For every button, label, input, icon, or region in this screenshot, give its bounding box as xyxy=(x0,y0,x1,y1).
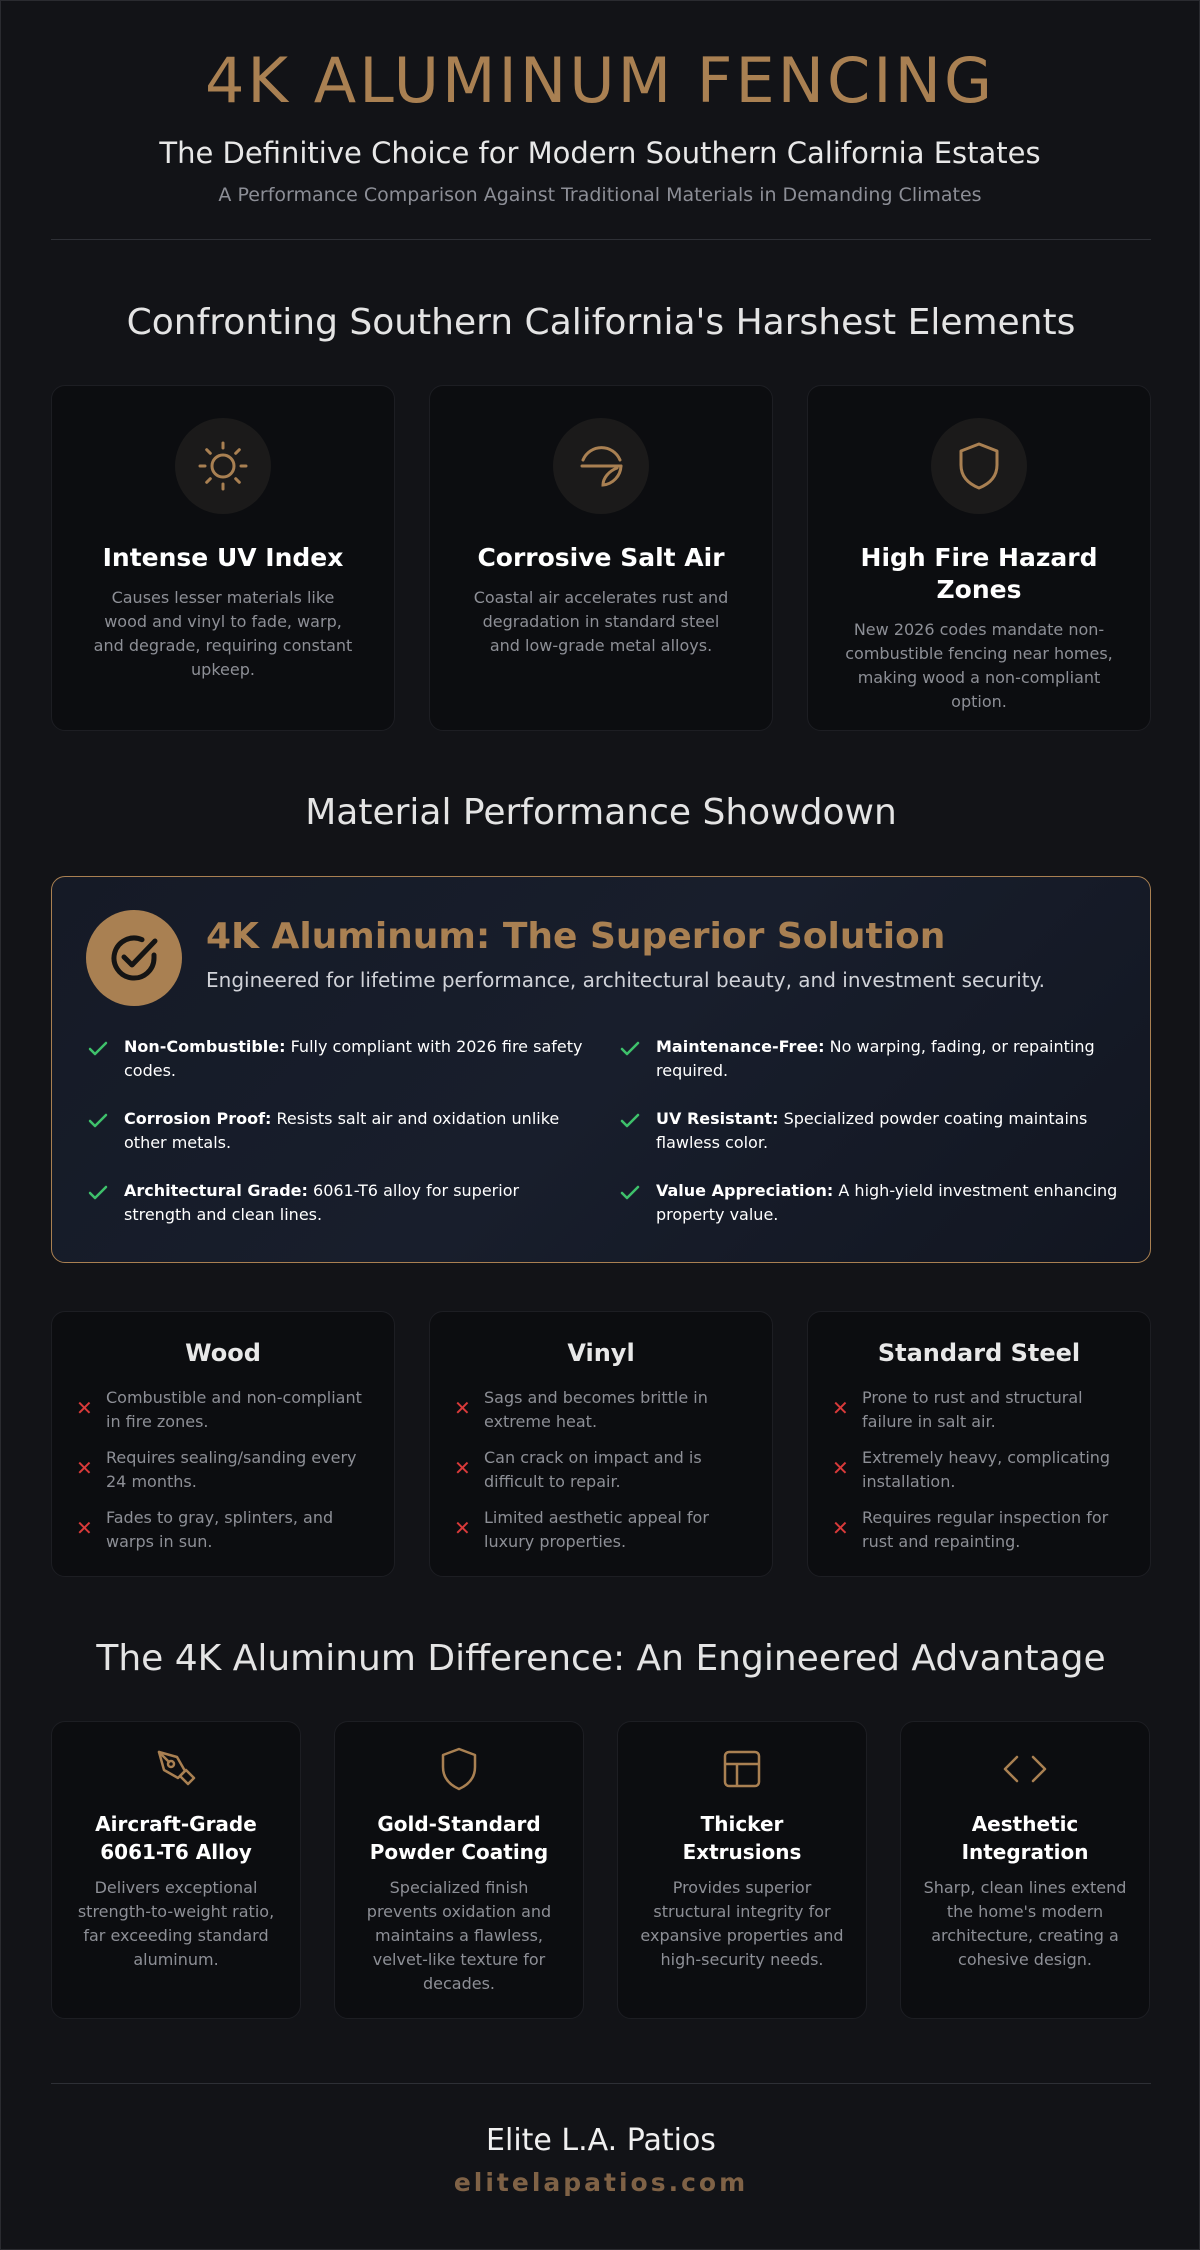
layout-icon xyxy=(720,1747,764,1791)
list-item: ✕ Requires sealing/sanding every 24 months. xyxy=(76,1446,374,1494)
cross-icon: ✕ xyxy=(832,1396,849,1420)
cons-list xyxy=(52,1386,394,1554)
code-brackets-icon xyxy=(1001,1749,1049,1789)
feature-text: Fully compliant with 2026 fire safety codes. xyxy=(124,1037,583,1080)
list-item: ✕ Extremely heavy, complicating installation. xyxy=(832,1446,1130,1494)
feature-text: Specialized powder coating maintains flawless color. xyxy=(656,1109,1088,1152)
cross-icon: ✕ xyxy=(454,1396,471,1420)
feature-text: Resists salt air and oxidation unlike other metals. xyxy=(124,1109,560,1152)
challenge-title: Corrosive Salt Air xyxy=(477,543,725,572)
feature-item xyxy=(86,1107,586,1155)
advantage-card-alloy xyxy=(51,1721,301,2019)
cons-list xyxy=(430,1386,772,1554)
feature-item xyxy=(618,1179,1118,1227)
feature-label: Maintenance-Free: xyxy=(656,1037,825,1056)
cross-icon: ✕ xyxy=(454,1456,471,1480)
advantage-card-aesthetic xyxy=(900,1721,1150,2019)
advantage-heading: Gold-Standard Powder Coating xyxy=(369,1812,549,1864)
challenges-title: Confronting Southern California's Harshest Elements xyxy=(126,302,1076,343)
feature-item xyxy=(86,1179,586,1227)
challenge-text: Coastal air accelerates rust and degradation in standard steel and low-grade metal alloys. xyxy=(473,588,729,655)
shield-icon xyxy=(439,1746,479,1792)
hero-title: 4K Aluminum: The Superior Solution xyxy=(206,916,946,957)
check-icon xyxy=(618,1109,642,1131)
advantage-text: Delivers exceptional strength-to-weight ratio, far exceeding standard aluminum. xyxy=(77,1878,275,1969)
list-item: ✕ Requires regular inspection for rust and repainting. xyxy=(832,1506,1130,1554)
cross-icon: ✕ xyxy=(76,1456,93,1480)
list-item: ✕ Prone to rust and structural failure in salt air. xyxy=(832,1386,1130,1434)
feature-item xyxy=(618,1035,1118,1083)
header-divider xyxy=(51,239,1151,240)
material-name: Vinyl xyxy=(567,1339,635,1367)
challenge-card-fire xyxy=(807,385,1151,731)
material-card-vinyl xyxy=(429,1311,773,1577)
challenge-text: Causes lesser materials like wood and vinyl to fade, warp, and degrade, requiring constant upkeep. xyxy=(93,588,353,679)
advantage-text: Sharp, clean lines extend the home's modern architecture, creating a cohesive design. xyxy=(923,1878,1127,1969)
advantage-heading: Aesthetic Integration xyxy=(961,1812,1089,1864)
feature-item xyxy=(86,1035,586,1083)
cross-icon: ✕ xyxy=(454,1516,471,1540)
material-name: Wood xyxy=(185,1339,261,1367)
feature-text: A high-yield investment enhancing property value. xyxy=(656,1181,1118,1224)
challenge-card-salt xyxy=(429,385,773,731)
list-item: ✕ Can crack on impact and is difficult to repair. xyxy=(454,1446,752,1494)
check-icon xyxy=(618,1181,642,1203)
sun-icon xyxy=(195,438,251,494)
feature-label: Non-Combustible: xyxy=(124,1037,286,1056)
feature-item xyxy=(618,1107,1118,1155)
cross-icon: ✕ xyxy=(76,1396,93,1420)
showdown-title: Material Performance Showdown xyxy=(305,792,897,833)
advantage-heading: Aircraft-Grade 6061-T6 Alloy xyxy=(95,1812,257,1864)
feature-label: Value Appreciation: xyxy=(656,1181,834,1200)
advantage-text: Specialized finish prevents oxidation and maintains a flawless, velvet-like texture for decades. xyxy=(366,1878,552,1993)
cross-icon: ✕ xyxy=(832,1516,849,1540)
list-item: ✕ Combustible and non-compliant in fire zones. xyxy=(76,1386,374,1434)
footer-divider xyxy=(51,2083,1151,2084)
page-title: 4K ALUMINUM FENCING xyxy=(204,44,995,117)
salt-air-icon xyxy=(573,438,629,494)
check-icon xyxy=(86,1181,110,1203)
check-icon xyxy=(618,1037,642,1059)
cross-icon: ✕ xyxy=(76,1516,93,1540)
advantage-card-extrusions xyxy=(617,1721,867,2019)
header xyxy=(1,1,1199,207)
challenge-text: New 2026 codes mandate non-combustible fencing near homes, making wood a non-compliant option. xyxy=(845,620,1113,711)
pen-nib-icon xyxy=(153,1746,199,1792)
feature-label: Corrosion Proof: xyxy=(124,1109,272,1128)
advantage-card-coating xyxy=(334,1721,584,2019)
company-name: Elite L.A. Patios xyxy=(486,2123,716,2158)
hero-description: Engineered for lifetime performance, architectural beauty, and investment security. xyxy=(206,968,1045,992)
advantage-text: Provides superior structural integrity for expansive properties and high-security needs. xyxy=(640,1878,844,1969)
challenge-card-uv xyxy=(51,385,395,731)
cross-icon: ✕ xyxy=(832,1456,849,1480)
list-item: ✕ Sags and becomes brittle in extreme heat. xyxy=(454,1386,752,1434)
list-item: ✕ Limited aesthetic appeal for luxury properties. xyxy=(454,1506,752,1554)
challenge-title: Intense UV Index xyxy=(102,543,344,572)
aluminum-hero-card xyxy=(51,876,1151,1263)
list-item: ✕ Fades to gray, splinters, and warps in sun. xyxy=(76,1506,374,1554)
challenge-title: High Fire Hazard Zones xyxy=(860,543,1098,604)
page-subtitle: The Definitive Choice for Modern Southern California Estates xyxy=(159,136,1041,170)
shield-icon xyxy=(951,438,1007,494)
check-icon xyxy=(86,1037,110,1059)
advantage-heading: Thicker Extrusions xyxy=(682,1812,802,1864)
material-card-steel xyxy=(807,1311,1151,1577)
website-link[interactable]: elitelapatios.com xyxy=(453,2168,749,2197)
feature-label: Architectural Grade: xyxy=(124,1181,308,1200)
material-name: Standard Steel xyxy=(877,1339,1081,1367)
page-tagline: A Performance Comparison Against Traditional Materials in Demanding Climates xyxy=(218,184,982,206)
check-badge-icon xyxy=(104,928,164,988)
feature-text: No warping, fading, or repainting required. xyxy=(656,1037,1095,1080)
advantage-title: The 4K Aluminum Difference: An Engineered Advantage xyxy=(96,1638,1106,1679)
cons-list xyxy=(808,1386,1150,1554)
check-icon xyxy=(86,1109,110,1131)
material-card-wood xyxy=(51,1311,395,1577)
feature-label: UV Resistant: xyxy=(656,1109,779,1128)
feature-text: 6061-T6 alloy for superior strength and clean lines. xyxy=(124,1181,520,1224)
